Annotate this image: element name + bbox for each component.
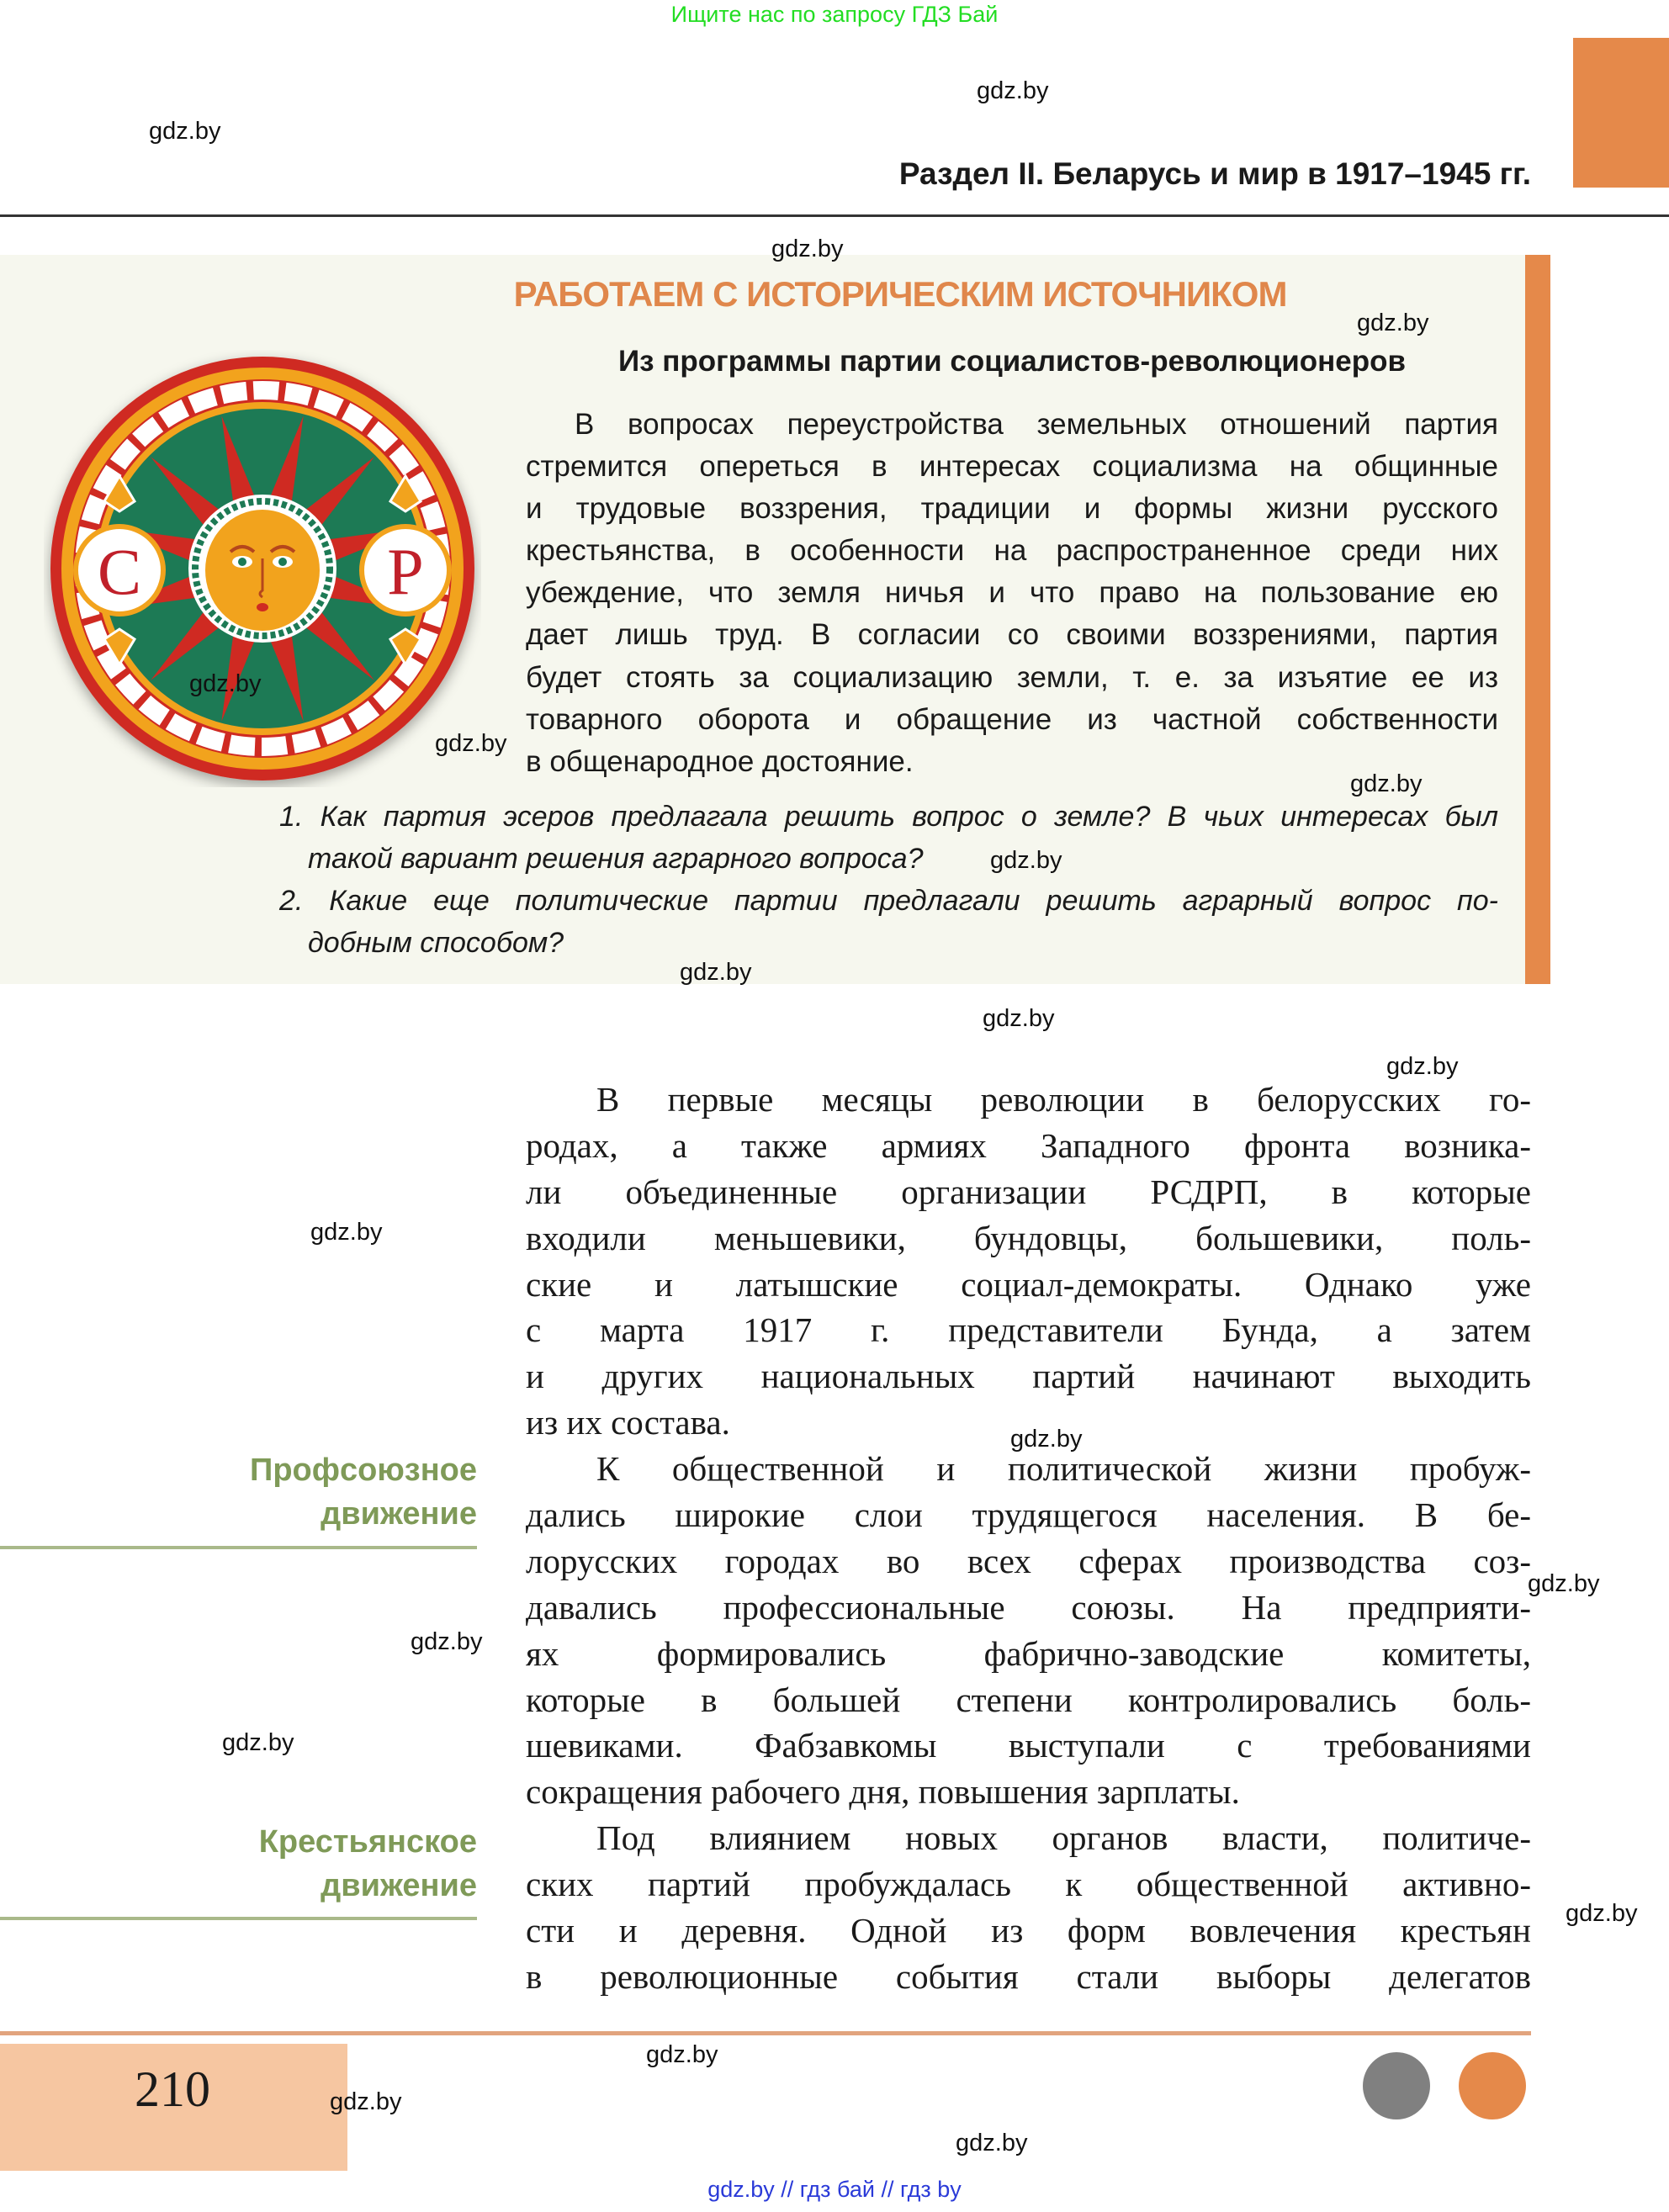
text-line: в революционные события стали выборы делегатов	[526, 1956, 1531, 1996]
quote-line: дает лишь труд. В согласии со своими воззрениями, партия	[526, 618, 1498, 652]
side-heading-line: Профсоюзное	[250, 1453, 477, 1488]
watermark: gdz.by	[1528, 1570, 1600, 1597]
text-line: входили меньшевики, бундовцы, большевики, поль-	[526, 1218, 1531, 1257]
text-line: дались широкие слои трудящегося населения. В бе-	[526, 1495, 1531, 1535]
quote-line: стремится опереться в интересах социализма на общинные	[526, 450, 1498, 484]
main-text	[526, 1077, 1531, 2000]
text-line: ские и латышские социал-демократы. Однако уже	[526, 1264, 1531, 1304]
text-line: и других национальных партий начинают выходить	[526, 1357, 1531, 1396]
text-line: сти и деревня. Одной из форм вовлечения крестьян	[526, 1911, 1531, 1950]
page-number: 210	[135, 2061, 210, 2117]
text-line: сокращения рабочего дня, повышения зарплаты.	[526, 1772, 1240, 1812]
orange-dot-marker	[1459, 2052, 1526, 2119]
gray-dot-marker	[1363, 2052, 1430, 2119]
emblem-letter-s: С	[97, 535, 142, 608]
side-heading-trade-union	[250, 1448, 477, 1536]
watermark: gdz.by	[310, 1219, 383, 1246]
side-heading-line: Крестьянское	[258, 1824, 477, 1860]
text-line: ли объединенные организации РСДРП, в которые	[526, 1172, 1531, 1211]
sr-party-emblem	[44, 350, 481, 787]
watermark: gdz.by	[1350, 770, 1423, 797]
footer-links[interactable]: gdz.by // гдз бай // гдз by	[707, 2177, 962, 2202]
quote-line: крестьянства, в особенности на распространенное среди них	[526, 534, 1498, 568]
text-line: К общественной и политической жизни пробуж-	[596, 1449, 1531, 1489]
text-line: В первые месяцы революции в белорусских го-	[596, 1080, 1531, 1119]
header-divider	[0, 214, 1669, 217]
watermark: gdz.by	[983, 1005, 1055, 1032]
watermark: gdz.by	[646, 2041, 718, 2068]
quote-line: убеждение, что земля ничья и что право на пользование ею	[526, 576, 1498, 610]
watermark: gdz.by	[990, 847, 1062, 874]
search-hint-banner: Ищите нас по запросу ГДЗ Бай	[670, 2, 999, 27]
text-line: ских партий пробуждалась к общественной активно-	[526, 1865, 1531, 1904]
question-2-line: добным способом?	[308, 927, 564, 959]
side-heading-line: движение	[321, 1496, 477, 1532]
watermark: gdz.by	[149, 118, 221, 145]
text-line: из их состава.	[526, 1403, 730, 1442]
text-line: давались профессиональные союзы. На предприяти-	[526, 1587, 1531, 1627]
watermark: gdz.by	[977, 77, 1049, 104]
side-heading-line: движение	[321, 1868, 477, 1903]
watermark: gdz.by	[411, 1628, 483, 1655]
source-box-title: РАБОТАЕМ С ИСТОРИЧЕСКИМ ИСТОЧНИКОМ	[513, 274, 1287, 314]
chapter-tab-marker	[1573, 38, 1669, 188]
emblem-letter-r: Р	[387, 535, 424, 608]
text-line: ях формировались фабрично-заводские комитеты,	[526, 1633, 1531, 1673]
watermark: gdz.by	[435, 730, 507, 757]
source-box-subtitle: Из программы партии социалистов-революционеров	[617, 345, 1407, 378]
quote-line: В вопросах переустройства земельных отношений партия	[575, 408, 1498, 441]
watermark: gdz.by	[1010, 1426, 1083, 1453]
side-heading-rule	[0, 1546, 477, 1549]
question-1-line: такой вариант решения аграрного вопроса?	[308, 843, 924, 875]
text-line: Под влиянием новых органов власти, политиче-	[596, 1818, 1531, 1858]
footer-divider	[0, 2031, 1531, 2035]
section-title: Раздел II. Беларусь и мир в 1917–1945 гг.	[898, 156, 1531, 191]
source-box-accent-bar	[1525, 255, 1550, 984]
watermark: gdz.by	[771, 235, 844, 262]
quote-line: будет стоять за социализацию земли, т. е. за изъятие ее из	[526, 660, 1498, 694]
quote-line: товарного оборота и обращение из частной собственности	[526, 702, 1498, 736]
questions-list	[279, 796, 1498, 964]
source-quote-paragraph	[526, 404, 1498, 783]
watermark: gdz.by	[330, 2088, 402, 2115]
side-heading-peasant	[259, 1820, 477, 1908]
question-1-line: 1. Как партия эсеров предлагала решить вопрос о земле? В чьих интересах был	[279, 801, 1498, 833]
text-line: с марта 1917 г. представители Бунда, а затем	[526, 1310, 1531, 1350]
watermark: gdz.by	[956, 2130, 1028, 2156]
watermark: gdz.by	[680, 959, 752, 986]
text-line: которые в большей степени контролировались боль-	[526, 1680, 1531, 1719]
watermark: gdz.by	[1357, 310, 1429, 336]
quote-line: в общенародное достояние.	[526, 744, 914, 778]
watermark: gdz.by	[222, 1729, 294, 1756]
quote-line: и трудовые воззрения, традиции и формы жизни русского	[526, 492, 1498, 526]
text-line: лорусских городах во всех сферах производства соз-	[526, 1541, 1531, 1580]
question-2-line: 2. Какие еще политические партии предлагали решить аграрный вопрос по-	[279, 885, 1498, 917]
side-heading-rule	[0, 1917, 477, 1920]
watermark: gdz.by	[189, 670, 262, 697]
watermark: gdz.by	[1566, 1900, 1638, 1927]
watermark: gdz.by	[1386, 1053, 1459, 1080]
text-line: родах, а также армиях Западного фронта возника-	[526, 1125, 1531, 1165]
text-line: шевиками. Фабзавкомы выступали с требованиями	[526, 1726, 1531, 1765]
